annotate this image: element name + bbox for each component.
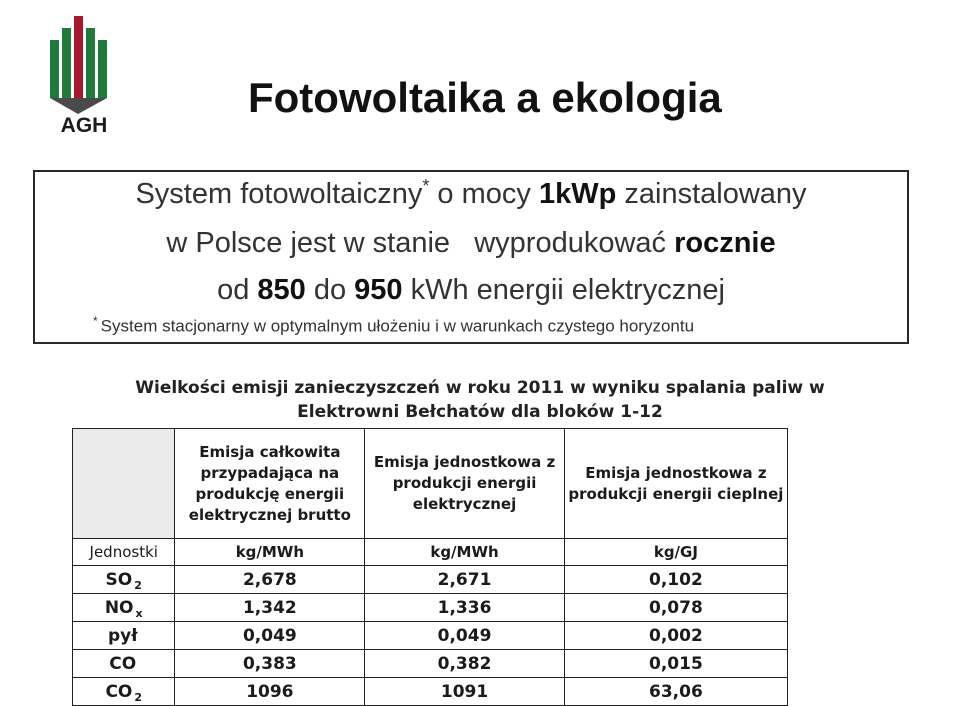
value-cell: 0,383 [175,650,365,678]
table-caption-line-2: Elektrowni Bełchatów dla bloków 1-12 [297,402,663,422]
value-cell: 0,102 [564,566,787,594]
header-unit-emission-heat: Emisja jednostkowa z produkcji energii cieplnej [564,429,787,539]
table-row-nox [73,594,788,622]
table-row-co [73,650,788,678]
agh-logo [50,16,124,134]
pollutant-name: CO [73,650,175,678]
value-cell: 0,078 [564,594,787,622]
unit-cell: kg/MWh [175,539,365,566]
table-row-co2 [73,678,788,706]
info-line-1: System fotowoltaiczny* o mocy 1kWp zainstalowany [135,176,807,210]
pollutant-name: SO $_2$ [73,566,175,594]
unit-cell: kg/MWh [365,539,565,566]
header-unit-emission-electric: Emisja jednostkowa z produkcji energii elektrycznej [365,429,565,539]
value-cell: 63,06 [564,678,787,706]
page-title: Fotowoltaika a ekologia [248,74,722,121]
value-cell: 1,336 [365,594,565,622]
header-blank-cell [73,429,175,539]
footnote: * System stacjonarny w optymalnym ułożeniu i w warunkach czystego horyzontu [93,314,695,336]
header-total-emission: Emisja całkowita przypadająca na produkcję energii elektrycznej brutto [175,429,365,539]
value-cell: 0,049 [365,622,565,650]
table-header-row [73,429,788,539]
value-cell: 0,049 [175,622,365,650]
pollutant-name: NO $_x$ [73,594,175,622]
value-cell: 0,382 [365,650,565,678]
value-cell: 1,342 [175,594,365,622]
agh-emblem-icon [50,16,107,114]
table-caption-line-1: Wielkości emisji zanieczyszczeń w roku 2011 w wyniku spalania paliw w [135,378,825,398]
table-row-so2 [73,566,788,594]
value-cell: 2,671 [365,566,565,594]
pollutant-name: CO $_2$ [73,678,175,706]
pollutant-name: pył [73,622,175,650]
value-cell: 2,678 [175,566,365,594]
unit-cell: kg/GJ [564,539,787,566]
units-label: Jednostki [73,539,175,566]
value-cell: 0,015 [564,650,787,678]
footnote-marker: * [422,176,430,196]
info-line-2: w Polsce jest w stanie wyprodukować rocznie [166,227,776,259]
value-cell: 0,002 [564,622,787,650]
info-box [33,170,909,344]
value-cell: 1091 [365,678,565,706]
emissions-table [72,428,788,706]
table-row-pyl [73,622,788,650]
info-line-3: od 850 do 950 kWh energii elektrycznej [217,274,725,306]
units-row [73,539,788,566]
logo-text: AGH [60,114,108,134]
value-cell: 1096 [175,678,365,706]
